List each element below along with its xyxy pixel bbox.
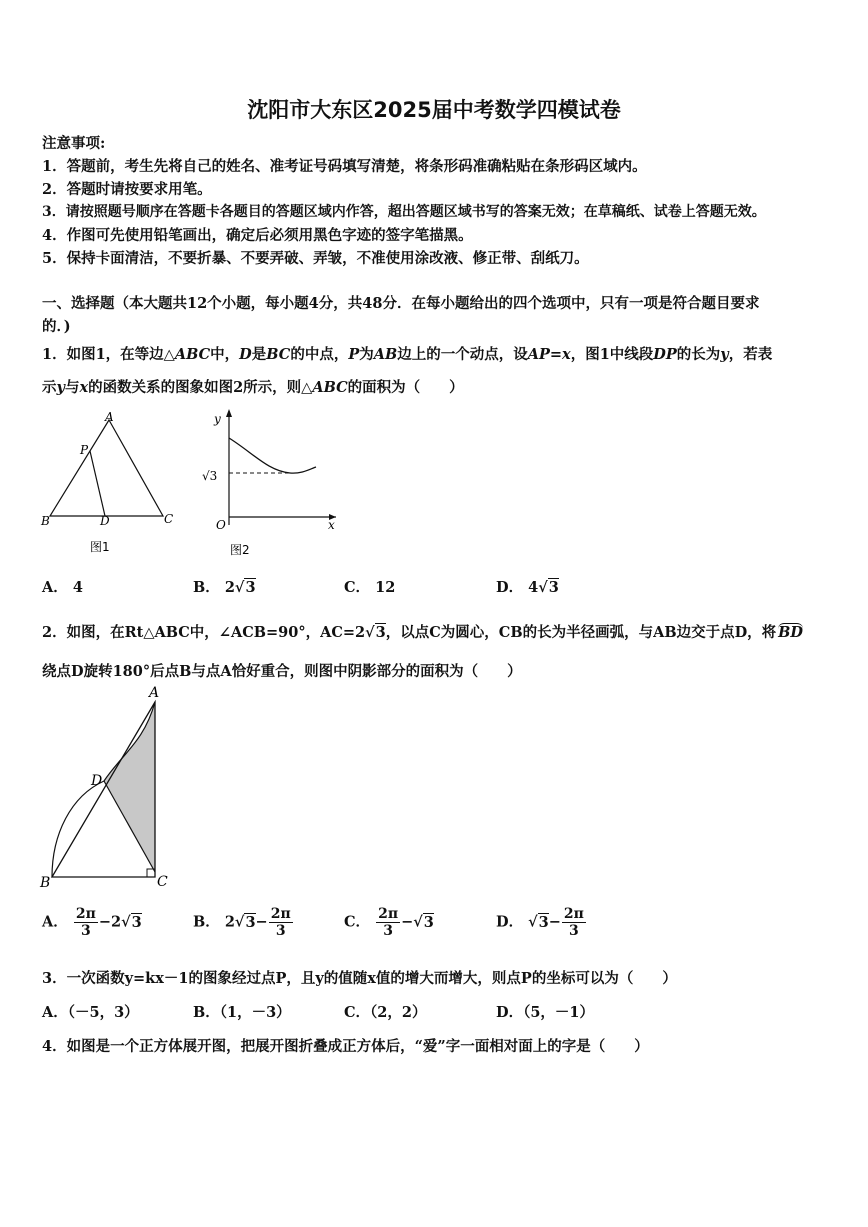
label-B: B — [41, 514, 50, 528]
label-C: C — [164, 512, 174, 526]
q3-option-b[interactable]: B．（1，－3） — [193, 1004, 291, 1021]
question-1-line1: 1．如图1，在等边△ABC中，D是BC的中点，P为AB边上的一个动点，设AP=x，图1中线段DP的长为y，若表 — [42, 346, 773, 363]
label-D: D — [91, 773, 103, 789]
q1-option-a[interactable]: A． 4 — [42, 579, 83, 596]
section-heading-line2: 的．) — [42, 318, 71, 335]
label-P: P — [80, 443, 89, 457]
notice-item: 2．答题时请按要求用笔。 — [42, 181, 212, 198]
question-2-line1: 2．如图，在Rt△ABC中，∠ACB=90°，AC=2√3，以点C为圆心，CB的长为半径画弧，与AB边交于点D，将 BD — [42, 624, 803, 641]
origin-label: O — [216, 518, 226, 532]
figure-q2 — [36, 684, 186, 894]
section-heading-line1: 一、选择题（本大题共12个小题，每小题4分，共48分．在每小题给出的四个选项中，只有一项是符合题目要求 — [42, 295, 760, 312]
question-3: 3．一次函数y=kx－1的图象经过点P，且y的值随x值的增大而增大，则点P的坐标可以为（ ） — [42, 970, 677, 987]
q3-option-a[interactable]: A．（－5，3） — [42, 1004, 139, 1021]
notice-item: 5．保持卡面清洁，不要折暴、不要弄破、弄皱，不准使用涂改液、修正带、刮纸刀。 — [42, 250, 589, 267]
notice-item: 4．作图可先使用铅笔画出，确定后必须用黑色字迹的签字笔描黑。 — [42, 227, 473, 244]
figure-1-triangle — [38, 410, 188, 560]
label-A: A — [105, 410, 114, 424]
figure-1-caption: 图1 — [90, 540, 110, 554]
notice-item: 3．请按照题号顺序在答题卡各题目的答题区域内作答，超出答题区域书写的答案无效；在草稿纸、试卷上答题无效。 — [42, 204, 766, 220]
q2-option-c[interactable]: C． $\frac{2\pi}{3}$ −√3 — [344, 906, 434, 939]
question-4: 4．如图是一个正方体展开图，把展开图折叠成正方体后，“爱”字一面相对面上的字是（ ） — [42, 1038, 649, 1055]
axis-y-label: y — [214, 412, 221, 426]
q3-option-d[interactable]: D．（5，－1） — [496, 1004, 595, 1021]
q1-option-b[interactable]: B． 2√3 — [193, 579, 256, 596]
q1-option-d[interactable]: D． 4√3 — [496, 579, 559, 596]
notice-heading: 注意事项: — [42, 135, 106, 152]
sqrt3-label: √3 — [202, 469, 218, 483]
arc-bd: BD — [778, 624, 803, 641]
q3-option-c[interactable]: C．（2，2） — [344, 1004, 427, 1021]
q2-option-b[interactable]: B． 2√3− $\frac{2\pi}{3}$ — [193, 906, 291, 939]
q1-option-c[interactable]: C． 12 — [344, 579, 396, 596]
figure-2-caption: 图2 — [230, 543, 250, 557]
label-A: A — [149, 685, 160, 701]
q2-option-a[interactable]: A． $\frac{2\pi}{3}$ −2√3 — [42, 906, 142, 939]
figure-2-graph — [198, 405, 348, 560]
label-C: C — [157, 874, 168, 890]
page-title: 沈阳市大东区2025届中考数学四模试卷 — [247, 98, 621, 122]
label-D: D — [100, 514, 110, 528]
q2-option-d[interactable]: D． √3− $\frac{2\pi}{3}$ — [496, 906, 584, 939]
question-2-line2: 绕点D旋转180°后点B与点A恰好重合，则图中阴影部分的面积为（ ） — [42, 663, 522, 680]
notice-item: 1．答题前，考生先将自己的姓名、准考证号码填写清楚，将条形码准确粘贴在条形码区域内。 — [42, 158, 647, 175]
question-1-line2: 示y与x的函数关系的图象如图2所示，则△ABC的面积为（ ） — [42, 379, 464, 396]
label-B: B — [40, 875, 51, 891]
axis-x-label: x — [328, 518, 335, 532]
